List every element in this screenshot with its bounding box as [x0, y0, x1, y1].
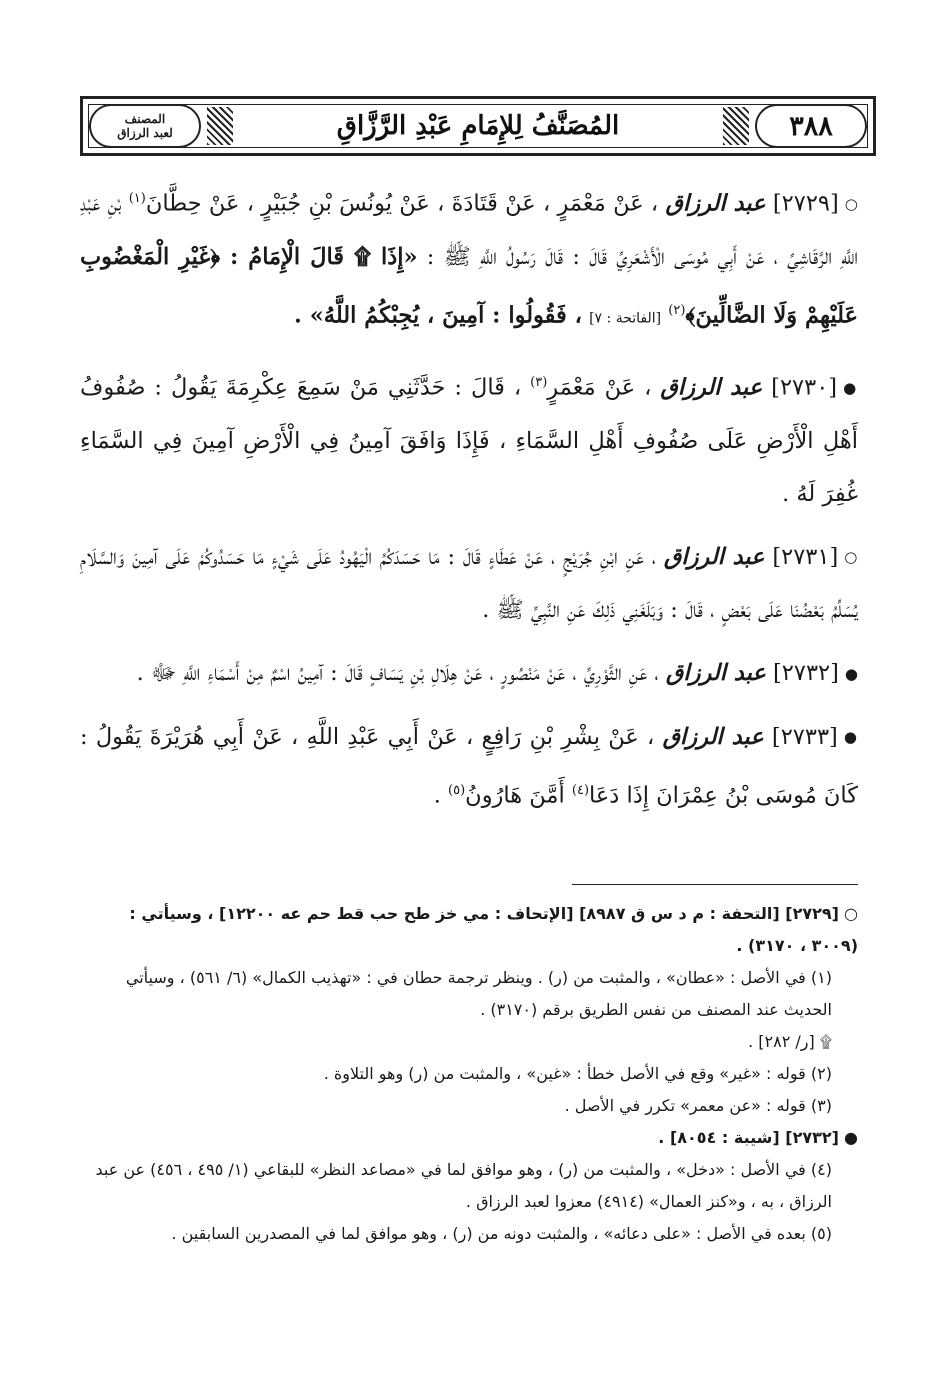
source-name: عبد الرزاق [663, 543, 765, 570]
main-text [80, 172, 858, 833]
footnotes [80, 898, 858, 1250]
source-name: عبد الرزاق [665, 190, 766, 217]
footnote-ref: (٢) [668, 303, 686, 318]
book-logo-cartouche [89, 104, 201, 148]
source-name: عبد الرزاق [662, 723, 764, 750]
hadith-number: [٢٧٣١] [772, 543, 839, 570]
hadith-2731 [80, 531, 858, 638]
footnote-page-ref: ۩ [ر/ ٢٨٢] . [748, 1032, 832, 1051]
footnote-2: (٢) قوله : «غير» وقع في الأصل خطأ : «غين» ، والمثبت من (ر) وهو التلاوة . [323, 1064, 832, 1083]
page-number-cartouche [755, 104, 867, 148]
footnote-takhrij-2732 [80, 1122, 858, 1154]
footnote-separator [572, 884, 858, 885]
running-title: المُصَنَّفُ لِلإِمَامِ عَبْدِ الرَّزَّاقِ [336, 111, 620, 141]
footnote-takhrij-2729 [80, 898, 858, 962]
hadith-text: ، عَنِ الثَّوْرِيِّ ، عَنْ مَنْصُورٍ ، عَنْ هِلَالِ بْنِ يَسَافٍ قَالَ : آمِينُ اسْمٌ مِنْ أَسْمَاءِ اللَّهِ ﷻ . [136, 660, 659, 686]
source-name: عبد الرزاق [665, 660, 766, 686]
hadith-mark: ● [844, 664, 858, 683]
hadith-2732 [80, 647, 858, 701]
decorative-hatch-left [207, 107, 233, 145]
takhrij-mark: ● [844, 1128, 858, 1147]
footnote-text: [٢٧٣٢] [شيبة : ٨٠٥٤] . [658, 1128, 839, 1147]
hadith-text: ، فَقُولُوا : آمِينَ ، يُجِبْكُمُ اللَّهُ» . [294, 302, 582, 329]
hadith-text: «إِذَا ۩ قَالَ الْإِمَامُ : ﴿غَيْرِ الْمَغْضُوبِ عَلَيْهِمْ وَلَا الضَّالِّينَ﴾ [80, 244, 858, 329]
hadith-text: . [433, 782, 441, 809]
footnote-ref: (٣) [530, 374, 548, 390]
decorative-hatch-right [723, 107, 749, 145]
footnote-1: (١) في الأصل : «عطان» ، والمثبت من (ر) . وينظر ترجمة حطان في : «تهذيب الكمال» (٦/ ٥٦١) ، وسيأتي الحديث عند المصنف من نفس الطريق برقم (٣١٧٠) . [125, 968, 832, 1019]
takhrij-mark: ○ [844, 904, 858, 923]
page-number: ٣٨٨ [789, 110, 833, 142]
hadith-mark: ○ [844, 195, 859, 213]
book-logo: المصنف لعبد الرزاق [117, 112, 173, 140]
footnote-ref: (١) [128, 191, 146, 206]
hadith-number: [٢٧٣٠] [771, 374, 838, 400]
hadith-mark: ● [843, 378, 858, 397]
hadith-mark: ● [843, 728, 858, 746]
hadith-text: أَمَّنَ هَارُونُ [465, 782, 565, 809]
footnote-3: (٣) قوله : «عن معمر» تكرر في الأصل . [564, 1096, 832, 1115]
hadith-2733 [80, 711, 858, 823]
hadith-text: بْنِ عَبْدِ اللَّهِ الرَّقَاشِيِّ ، عَنْ أَبِي مُوسَى الْأَشْعَرِيِّ قَالَ : قَالَ رَسُولُ اللَّهِ ﷺ : [80, 190, 858, 270]
source-name: عبد الرزاق [660, 374, 763, 400]
footnote-ref: (٥) [448, 783, 466, 798]
footnote-4: (٤) في الأصل : «دخل» ، والمثبت من (ر) ، وهو موافق لما في «مصاعد النظر» للبقاعي (١/ ٤٩٥ ، ٤٥٦) عن عبد الرزاق ، به ، و«كنز العمال» (٤٩١٤) معزوا لعبد الرزاق . [95, 1160, 832, 1211]
footnote-ref: (٤) [571, 783, 590, 798]
quran-reference: [الفاتحة : ٧] [589, 310, 662, 327]
hadith-text: ، قَالَ : حَدَّثَنِي مَنْ سَمِعَ عِكْرِمَةَ يَقُولُ : صُفُوفُ أَهْلِ الْأَرْضِ عَلَى صُفُوفِ أَهْلِ السَّمَاءِ ، فَإِذَا وَافَقَ آمِينُ فِي الْأَرْضِ آمِينَ فِي السَّمَاءِ غُفِرَ لَهُ . [80, 374, 858, 507]
footnote-5: (٥) بعده في الأصل : «على دعائه» ، والمثبت دونه من (ر) ، وهو موافق لما في المصدرين السابقين . [171, 1224, 832, 1243]
hadith-text: ، عَنْ مَعْمَرٍ [547, 374, 652, 400]
hadith-number: [٢٧٢٩] [772, 190, 839, 217]
hadith-text: ، عَنْ مَعْمَرٍ ، عَنْ قَتَادَةَ ، عَنْ يُونُسَ بْنِ جُبَيْرٍ ، عَنْ حِطَّانَ [145, 190, 659, 217]
hadith-text: ، عَنْ بِشْرِ بْنِ رَافِعٍ ، عَنْ أَبِي عَبْدِ اللَّهِ ، عَنْ أَبِي هُرَيْرَةَ يَقُولُ : كَانَ مُوسَى بْنُ عِمْرَانَ إِذَا دَعَا [80, 723, 858, 809]
hadith-number: [٢٧٣٣] [771, 723, 838, 750]
hadith-text: ، عَنِ ابْنِ جُرَيْجٍ ، عَنْ عَطَاءٍ قَالَ : مَا حَسَدَكُمُ الْيَهُودُ عَلَى شَيْءٍ مَا حَسَدُوكُمْ عَلَى آمِينَ وَالسَّلَامِ يُسَلِّمُ بَعْضُنَا عَلَى بَعْضٍ ، قَالَ : وَبَلَغَنِي ذَلِكَ عَنِ النَّبِيِّ ﷺ . [80, 543, 858, 623]
page-header [80, 96, 876, 156]
hadith-number: [٢٧٣٢] [773, 660, 839, 686]
hadith-2730 [80, 356, 858, 521]
hadith-mark: ○ [844, 548, 858, 566]
hadith-2729 [80, 172, 858, 346]
footnote-text: [٢٧٢٩] [التحفة : م د س ق ٨٩٨٧] [الإتحاف : مي خز طح حب قط حم عه ١٢٢٠٠] ، وسيأتي : (٣٠٠٩ ، ٣١٧٠) . [129, 904, 858, 955]
